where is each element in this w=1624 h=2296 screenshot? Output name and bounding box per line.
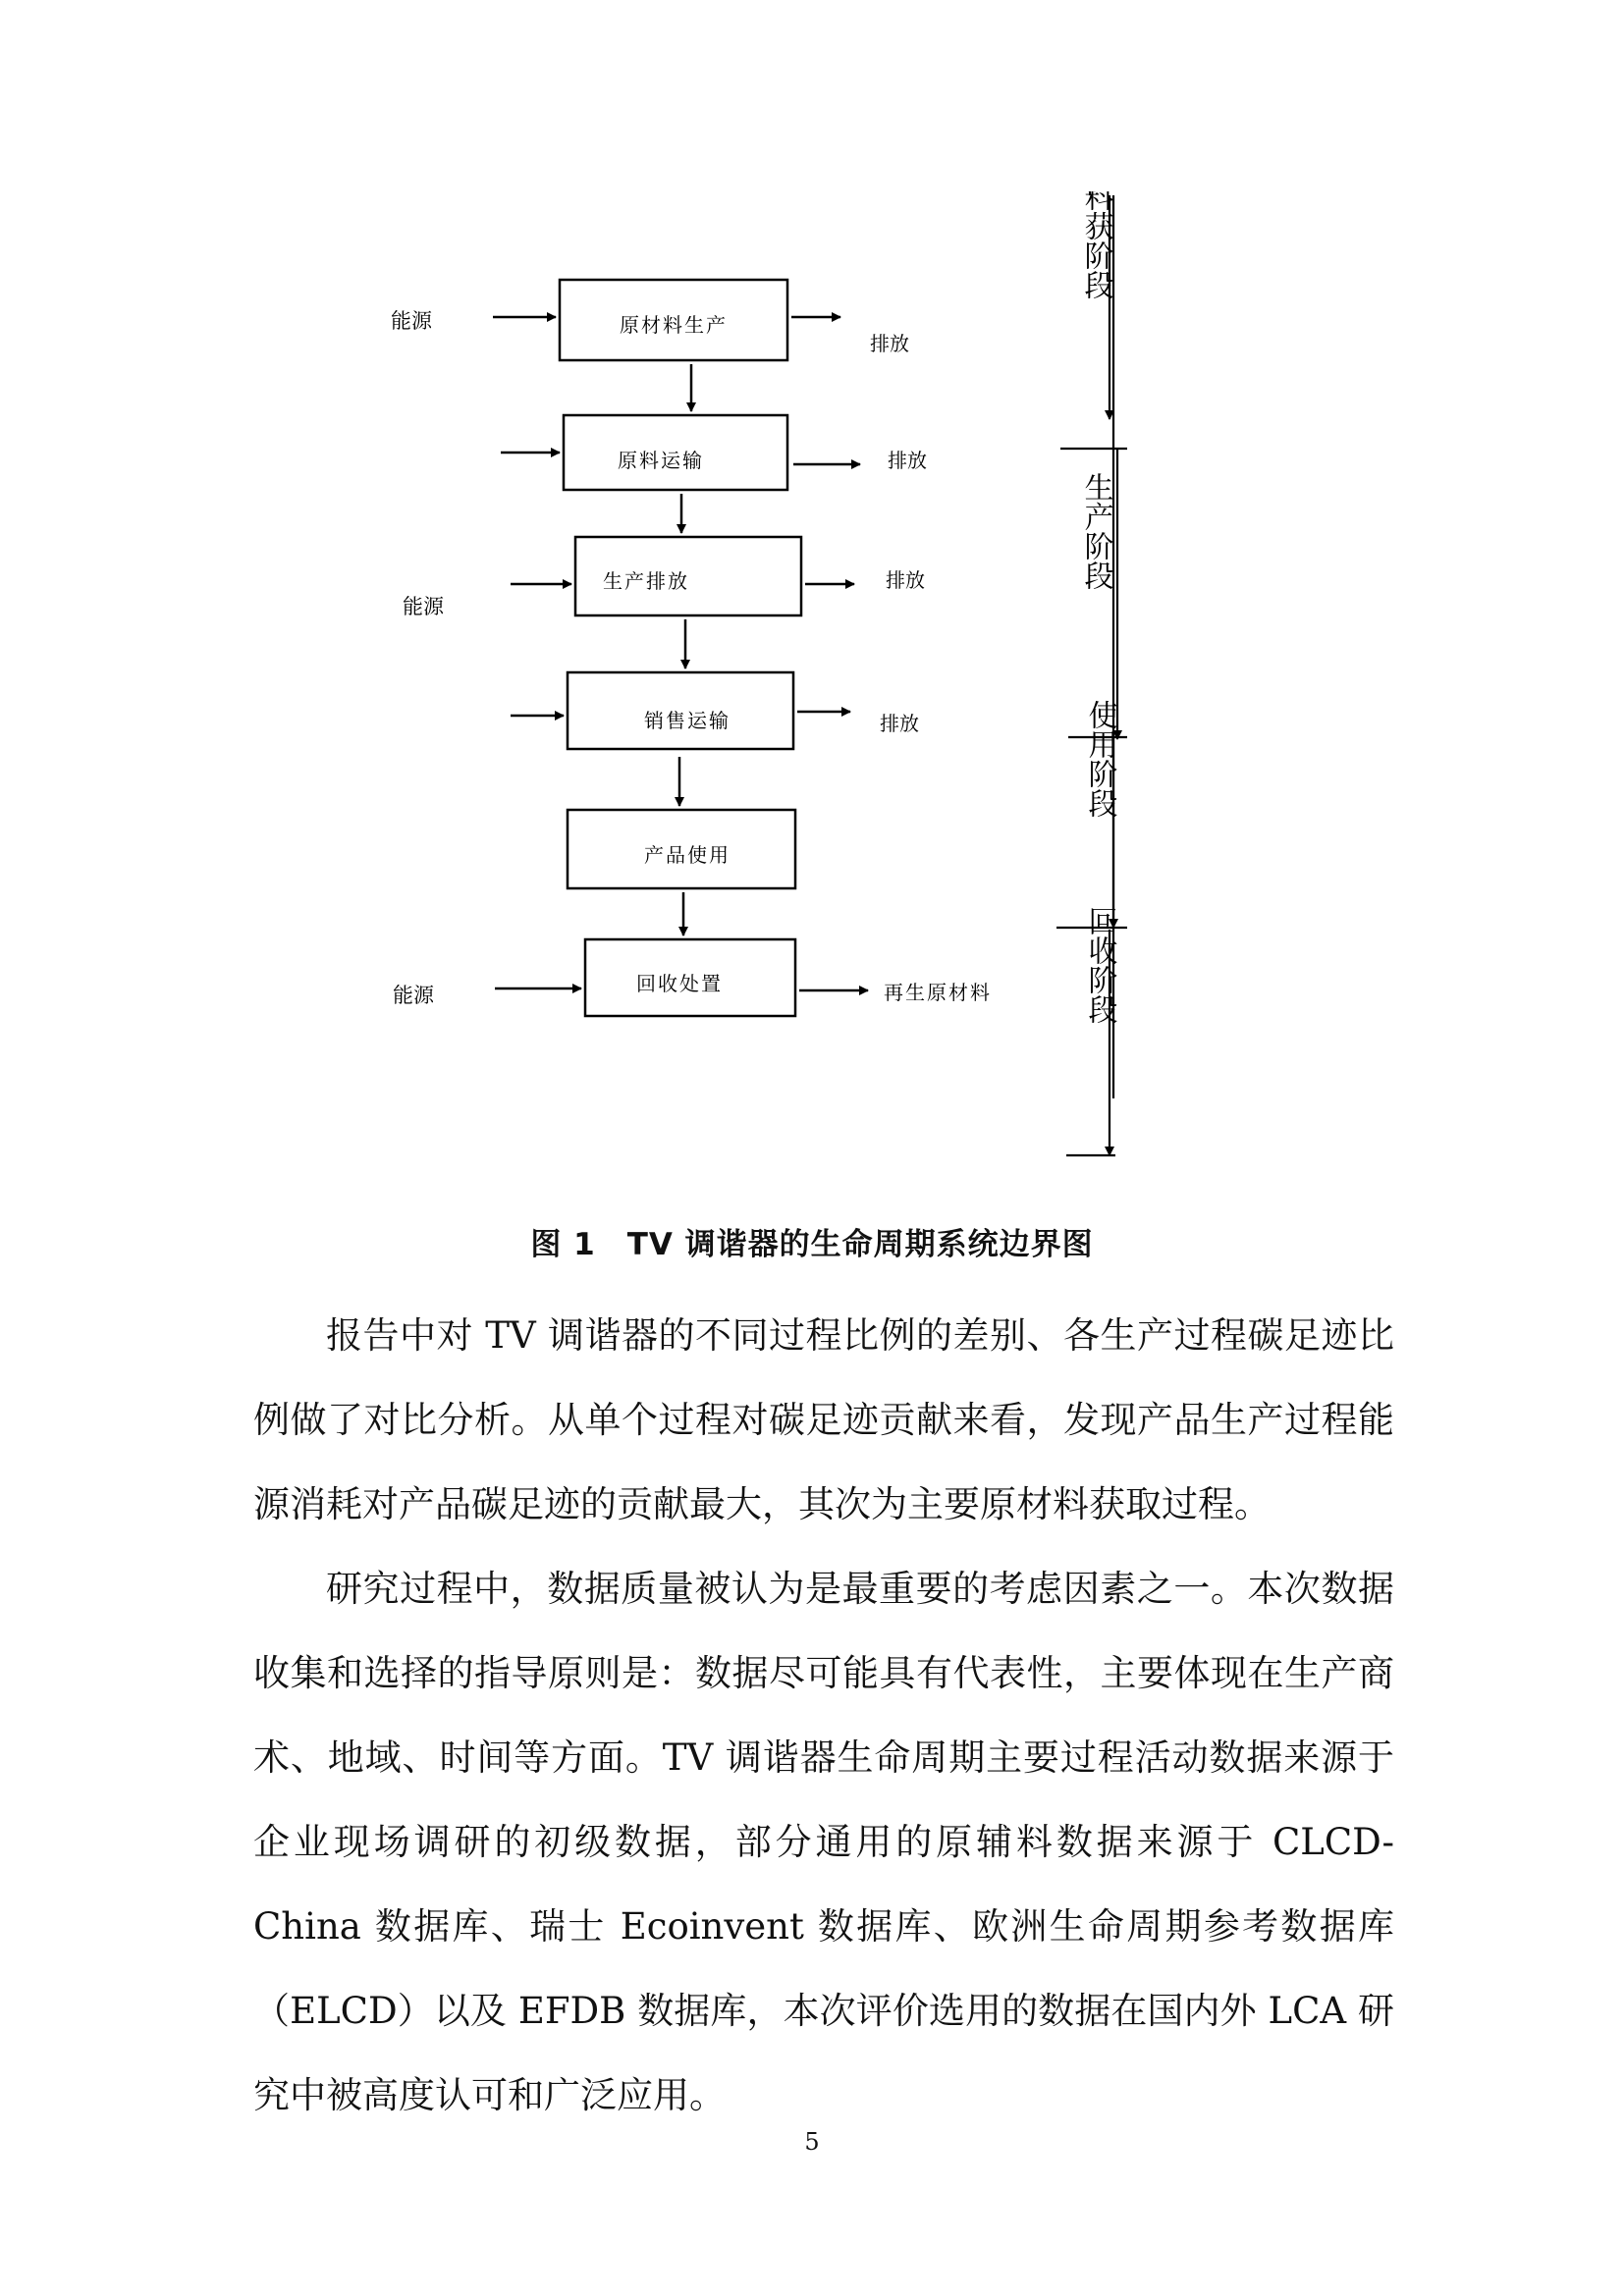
process-box-label: 产品使用 [644,843,731,867]
stage-label-recycle: 回收阶段 [1082,906,1117,1024]
process-box-label: 原材料生产 [620,313,728,337]
paragraph: 报告中对 TV 调谐器的不同过程比例的差别、各生产过程碳足迹比例做了对比分析。从单个过程对碳足迹贡献来看，发现产品生产过程能源消耗对产品碳足迹的贡献最大，其次为主要原材料获取过程。 [253,1314,1394,1525]
process-box-label: 回收处置 [636,972,723,995]
figure-caption: 图 1 TV 调谐器的生命周期系统边界图 [530,1227,1094,1262]
process-box-raw-material-transport [564,415,787,490]
body-text [253,1294,1394,2138]
process-box-label: 生产排放 [603,569,689,593]
output-label-emission: 排放 [870,332,909,355]
lifecycle-boundary-diagram [324,191,1237,1173]
input-label-energy: 能源 [403,595,444,618]
input-label-energy: 能源 [393,984,434,1007]
input-label-energy: 能源 [391,309,432,333]
process-box-sales-transport [568,672,793,749]
output-label-emission: 排放 [880,712,919,735]
stage-label-use: 使用阶段 [1082,700,1117,818]
stage-label-raw-material: 原材料获阶段 [1078,191,1113,299]
process-box-raw-material-production [560,280,787,360]
process-box-label: 销售运输 [644,709,731,732]
output-arrows [791,317,868,990]
output-label-emission: 排放 [888,449,927,472]
stage-label-production: 生产阶段 [1078,472,1113,590]
page-number: 5 [804,2128,820,2156]
process-box-label: 原料运输 [618,449,704,472]
process-box-production-emission [575,537,801,615]
process-box-product-use [568,810,795,888]
process-box-recycling-disposal [585,939,795,1016]
paragraph: 研究过程中，数据质量被认为是最重要的考虑因素之一。本次数据收集和选择的指导原则是：数据尽可能具有代表性，主要体现在生产商术、地域、时间等方面。TV 调谐器生命周期主要过程活动数据来源于企业现场调研的初级数据，部分通用的原辅料数据来源于 CLCD-China 数据库、瑞士 Ecoinvent 数据库、欧洲生命周期参考数据库（ELCD）以及 EFDB 数据库，本次评价选用的数据在国内外 LCA 研究中被高度认可和广泛应用。 [253,1568,1394,2116]
output-label-emission: 排放 [886,568,925,592]
stage-boundary [740,191,1090,195]
output-label-recycled-material: 再生原材料 [884,981,992,1004]
